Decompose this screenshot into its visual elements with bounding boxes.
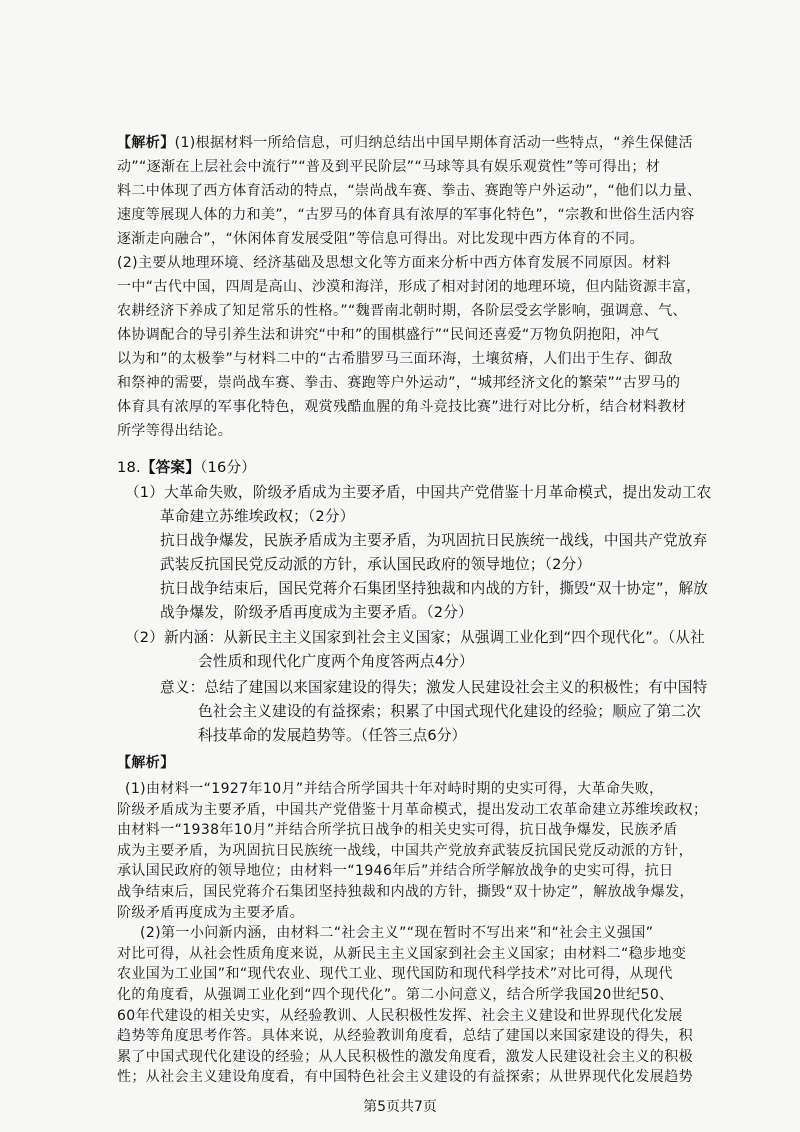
answer-line: （1）大革命失败，阶级矛盾成为主要矛盾，中国共产党借鉴十月革命模式，提出发动工农 <box>125 484 712 501</box>
answer-line: 抗日战争结束后，国民党蒋介石集团坚持独裁和内战的方针，撕毁“双十协定”，解放 <box>160 580 709 597</box>
question-number: 18. <box>117 459 141 476</box>
analysis-line: 由材料一“1938年10月”并结合所学抗日战争的相关史实可得，抗日战争爆发，民族矛盾 <box>117 822 678 839</box>
answer-line: 科技革命的发展趋势等。（任答三点6分） <box>198 727 467 744</box>
analysis-line: (2)主要从地理环境、经济基础及思想文化等方面来分析中西方体育发展不同原因。材料 <box>117 255 671 271</box>
question-header <box>117 458 256 478</box>
analysis-line: (1)由材料一“1927年10月”并结合所学国共十年对峙时期的史实可得，大革命失败， <box>125 781 664 797</box>
analysis-line: 性；从社会主义建设角度看，有中国特色社会主义建设的有益探索；从世界现代化发展趋势 <box>117 1069 693 1086</box>
analysis-line: 农耕经济下养成了知足常乐的性格。”“魏晋南北朝时期，各阶层受玄学影响，强调意、气、 <box>117 303 687 319</box>
analysis-line: 累了中国式现代化建设的经验；从人民积极性的激发角度看，激发人民建设社会主义的积极 <box>117 1048 693 1065</box>
analysis-line: 体协调配合的导引养生法和讲究“中和”的围棋盛行”“民间还喜爱“万物负阴抱阳，冲气 <box>117 327 660 343</box>
answer-line: 武装反抗国民党反动派的方针，承认国民政府的领导地位；（2分） <box>160 556 592 573</box>
analysis-line: 趋势等角度思考作答。具体来说，从经验教训角度看，总结了建国以来国家建设的得失，积 <box>117 1028 693 1045</box>
question-points: （16分） <box>200 459 257 476</box>
analysis-line: 料二中体现了西方体育活动的特点，“崇尚战车赛、拳击、赛跑等户外运动”，“他们以力量、 <box>117 183 702 199</box>
answer-line: 革命建立苏维埃政权；（2分） <box>160 508 355 525</box>
analysis-line: 动”“逐渐在上层社会中流行”“普及到平民阶层”“马球等具有娱乐观赏性”等可得出；材 <box>117 159 661 175</box>
analysis-title: 【解析】 <box>117 755 175 771</box>
answer-line: 色社会主义建设的有益探索；积累了中国式现代化建设的经验；顺应了第二次 <box>198 703 701 720</box>
analysis-line: 体育具有浓厚的军事化特色，观赏残酷血腥的角斗竞技比赛”进行对比分析，结合材料教材 <box>117 399 687 415</box>
answer-line: 意义：总结了建国以来国家建设的得失；激发人民建设社会主义的积极性；有中国特 <box>160 679 708 696</box>
analysis-line: 逐渐走向融合”，“休闲体育发展受阻”等信息可得出。对比发现中西方体育的不同。 <box>117 231 644 247</box>
answer-line: （2）新内涵：从新民主主义国家到社会主义国家；从强调工业化到“四个现代化”。（从社 <box>125 629 705 646</box>
analysis-title: 【解析】 <box>117 135 175 151</box>
answer-label: 【答案】 <box>140 459 200 476</box>
analysis-line: 对比可得，从社会性质角度来说，从新民主主义国家到社会主义国家；由材料二“稳步地变 <box>117 945 687 962</box>
page-number: 第5页共7页 <box>363 1099 437 1115</box>
analysis-line: 和祭神的需要，崇尚战车赛、拳击、赛跑等户外运动”，“城邦经济文化的繁荣”“古罗马的 <box>117 375 681 391</box>
analysis-line: 承认国民政府的领导地位；由材料一“1946年后”并结合所学解放战争的史实可得，抗日 <box>117 863 674 880</box>
answer-line: 抗日战争爆发，民族矛盾成为主要矛盾，为巩固抗日民族统一战线，中国共产党放弃 <box>160 532 708 549</box>
analysis-line: 成为主要矛盾，为巩固抗日民族统一战线，中国共产党放弃武装反抗国民党反动派的方针， <box>117 842 693 859</box>
answer-line: 会性质和现代化广度两个角度答两点4分） <box>198 653 474 670</box>
analysis-line: (2)第一小问新内涵，由材料二“社会主义”“现在暂时不写出来”和“社会主义强国” <box>140 925 654 942</box>
answer-line: 战争爆发，阶级矛盾再度成为主要矛盾。（2分） <box>160 604 473 621</box>
analysis-line: 速度等展现人体的力和美”，“古罗马的体育具有浓厚的军事化特色”，“宗教和世俗生活内容 <box>117 207 695 223</box>
analysis-line: 阶级矛盾再度成为主要矛盾。 <box>117 904 305 921</box>
analysis-line: 农业国为工业国”和“现代农业、现代工业、现代国防和现代科学技术”对比可得，从现代 <box>117 966 673 983</box>
analysis-line: 战争结束后，国民党蒋介石集团坚持独裁和内战的方针，撕毁“双十协定”，解放战争爆发， <box>117 884 694 900</box>
analysis-line: 【解析】(1)根据材料一所给信息，可归纳总结出中国早期体育活动一些特点，“养生保健活 <box>117 135 693 151</box>
analysis-line: 阶级矛盾成为主要矛盾，中国共产党借鉴十月革命模式，提出发动工农革命建立苏维埃政权； <box>117 801 708 818</box>
analysis-line: 一中“古代中国，四周是高山、沙漠和海洋，形成了相对封闭的地理环境，但内陆资源丰富， <box>117 279 701 295</box>
analysis-line: 以为和”的太极拳”与材料二中的“古希腊罗马三面环海，土壤贫瘠，人们出于生存、御敌 <box>117 351 673 367</box>
analysis-line: 60年代建设的相关史实，从经验教训、人民积极性发挥、社会主义建设和世界现代化发展 <box>117 1007 683 1024</box>
analysis-line: 所学等得出结论。 <box>117 423 233 439</box>
analysis-line: 化的角度看，从强调工业化到“四个现代化”。第二小问意义，结合所学我国20世纪50、 <box>117 987 674 1003</box>
